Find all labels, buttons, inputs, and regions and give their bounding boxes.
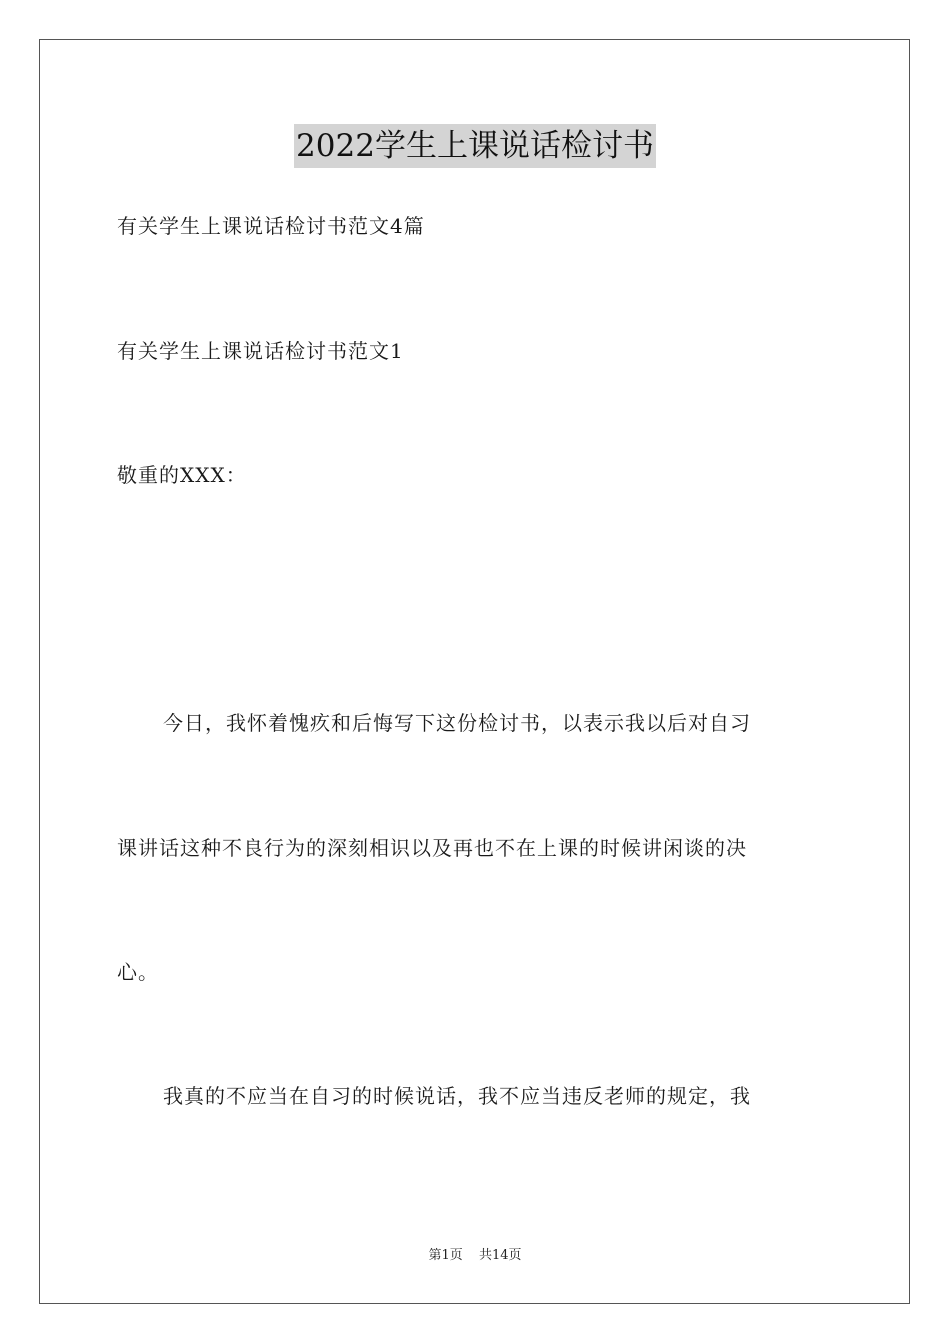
paragraph-line: 今日，我怀着愧疚和后悔写下这份检讨书，以表示我以后对自习: [163, 711, 751, 735]
page-total: 共14页: [478, 1248, 522, 1263]
paragraph-line: 心。: [117, 960, 159, 984]
subtitle-line: 有关学生上课说话检讨书范文4篇: [117, 214, 425, 238]
section-heading: 有关学生上课说话检讨书范文1: [117, 339, 404, 363]
salutation: 敬重的XXX：: [117, 463, 247, 487]
title-container: [0, 124, 950, 168]
page-number: 第1页: [428, 1248, 463, 1263]
page-footer: [0, 1247, 950, 1265]
paragraph-line: 课讲话这种不良行为的深刻相识以及再也不在上课的时候讲闲谈的决: [117, 836, 747, 860]
document-title: 2022学生上课说话检讨书: [294, 124, 656, 168]
paragraph-line: 我真的不应当在自习的时候说话，我不应当违反老师的规定，我: [163, 1084, 751, 1108]
